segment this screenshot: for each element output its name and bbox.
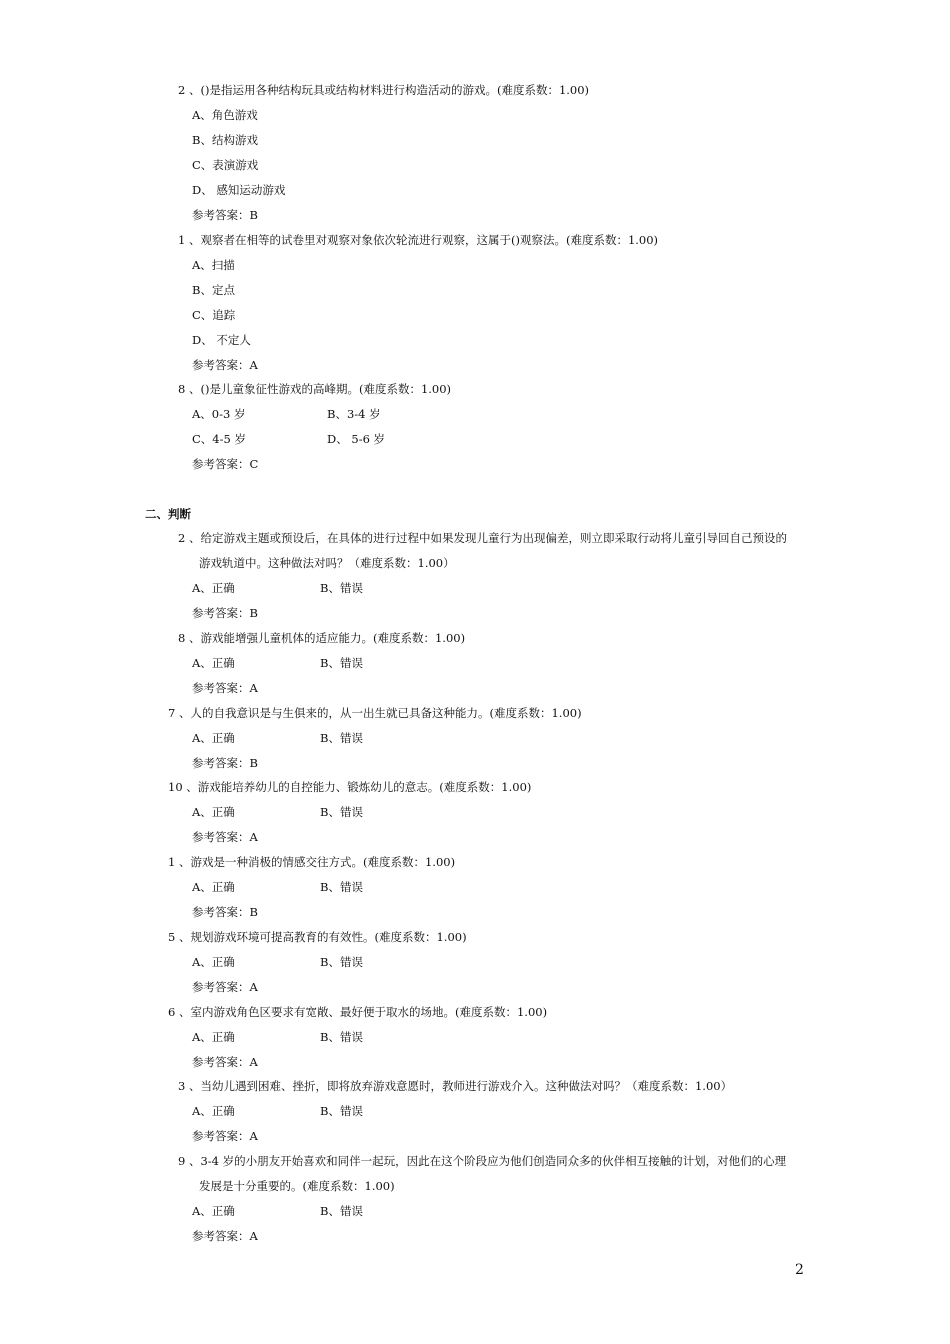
option-b: B、错误 <box>320 805 363 819</box>
option-a: A、角色游戏 <box>192 108 258 122</box>
option-a: A、正确 <box>192 656 235 670</box>
question-stem: 1 、观察者在相等的试卷里对观察对象依次轮流进行观察，这属于()观察法。(难度系数：1.00) <box>178 233 659 247</box>
option-a: A、正确 <box>192 880 235 894</box>
option-a: A、正确 <box>192 1030 235 1044</box>
option-a: A、正确 <box>192 1204 235 1218</box>
option-b: B、错误 <box>320 955 363 969</box>
reference-answer: 参考答案：A <box>192 1055 258 1069</box>
section-heading: 二、判断 <box>145 507 191 521</box>
option-b: B、错误 <box>320 656 363 670</box>
option-b: B、错误 <box>320 581 363 595</box>
question-stem: 9 、3-4 岁的小朋友开始喜欢和同伴一起玩，因此在这个阶段应为他们创造同众多的伙伴相互接触的计划，对他们的心理 <box>178 1154 787 1168</box>
option-d: D、 5-6 岁 <box>327 432 386 446</box>
reference-answer: 参考答案：A <box>192 358 258 372</box>
reference-answer: 参考答案：B <box>192 208 258 222</box>
question-stem-continued: 游戏轨道中。这种做法对吗？（难度系数：1.00） <box>199 556 455 570</box>
question-stem: 7 、人的自我意识是与生俱来的，从一出生就已具备这种能力。(难度系数：1.00) <box>168 706 582 720</box>
question-stem: 1 、游戏是一种消极的情感交往方式。(难度系数：1.00) <box>168 855 456 869</box>
question-stem: 3 、当幼儿遇到困难、挫折，即将放弃游戏意愿时，教师进行游戏介入。这种做法对吗？（难度系数：1.00） <box>178 1079 733 1093</box>
question-stem: 2 、给定游戏主题或预设后，在具体的进行过程中如果发现儿童行为出现偏差，则立即采取行动将儿童引导回自己预设的 <box>178 531 787 545</box>
option-d: D、 感知运动游戏 <box>192 183 286 197</box>
option-a: A、0-3 岁 <box>192 407 246 421</box>
option-b: B、错误 <box>320 1030 363 1044</box>
reference-answer: 参考答案：A <box>192 980 258 994</box>
option-c: C、表演游戏 <box>192 158 259 172</box>
reference-answer: 参考答案：B <box>192 756 258 770</box>
option-b: B、错误 <box>320 731 363 745</box>
question-stem: 2 、()是指运用各种结构玩具或结构材料进行构造活动的游戏。(难度系数：1.00) <box>178 83 590 97</box>
reference-answer: 参考答案：A <box>192 1229 258 1243</box>
option-b: B、错误 <box>320 880 363 894</box>
reference-answer: 参考答案：A <box>192 681 258 695</box>
option-b: B、结构游戏 <box>192 133 258 147</box>
option-a: A、正确 <box>192 805 235 819</box>
option-a: A、正确 <box>192 731 235 745</box>
question-stem: 6 、室内游戏角色区要求有宽敞、最好便于取水的场地。(难度系数：1.00) <box>168 1005 548 1019</box>
option-a: A、正确 <box>192 955 235 969</box>
question-stem: 10 、游戏能培养幼儿的自控能力、锻炼幼儿的意志。(难度系数：1.00) <box>168 780 532 794</box>
reference-answer: 参考答案：B <box>192 905 258 919</box>
option-c: C、4-5 岁 <box>192 432 246 446</box>
reference-answer: 参考答案：A <box>192 1129 258 1143</box>
option-a: A、正确 <box>192 581 235 595</box>
option-a: A、正确 <box>192 1104 235 1118</box>
question-stem: 5 、规划游戏环境可提高教育的有效性。(难度系数：1.00) <box>168 930 467 944</box>
option-b: B、3-4 岁 <box>327 407 381 421</box>
option-a: A、扫描 <box>192 258 235 272</box>
option-c: C、追踪 <box>192 308 236 322</box>
reference-answer: 参考答案：A <box>192 830 258 844</box>
option-b: B、定点 <box>192 283 235 297</box>
question-stem-continued: 发展是十分重要的。(难度系数：1.00) <box>199 1179 395 1193</box>
option-b: B、错误 <box>320 1204 363 1218</box>
option-b: B、错误 <box>320 1104 363 1118</box>
reference-answer: 参考答案：C <box>192 457 259 471</box>
option-d: D、 不定人 <box>192 333 251 347</box>
page-number: 2 <box>795 1262 804 1278</box>
question-stem: 8 、()是儿童象征性游戏的高峰期。(难度系数：1.00) <box>178 382 452 396</box>
question-stem: 8 、游戏能增强儿童机体的适应能力。(难度系数：1.00) <box>178 631 466 645</box>
reference-answer: 参考答案：B <box>192 606 258 620</box>
